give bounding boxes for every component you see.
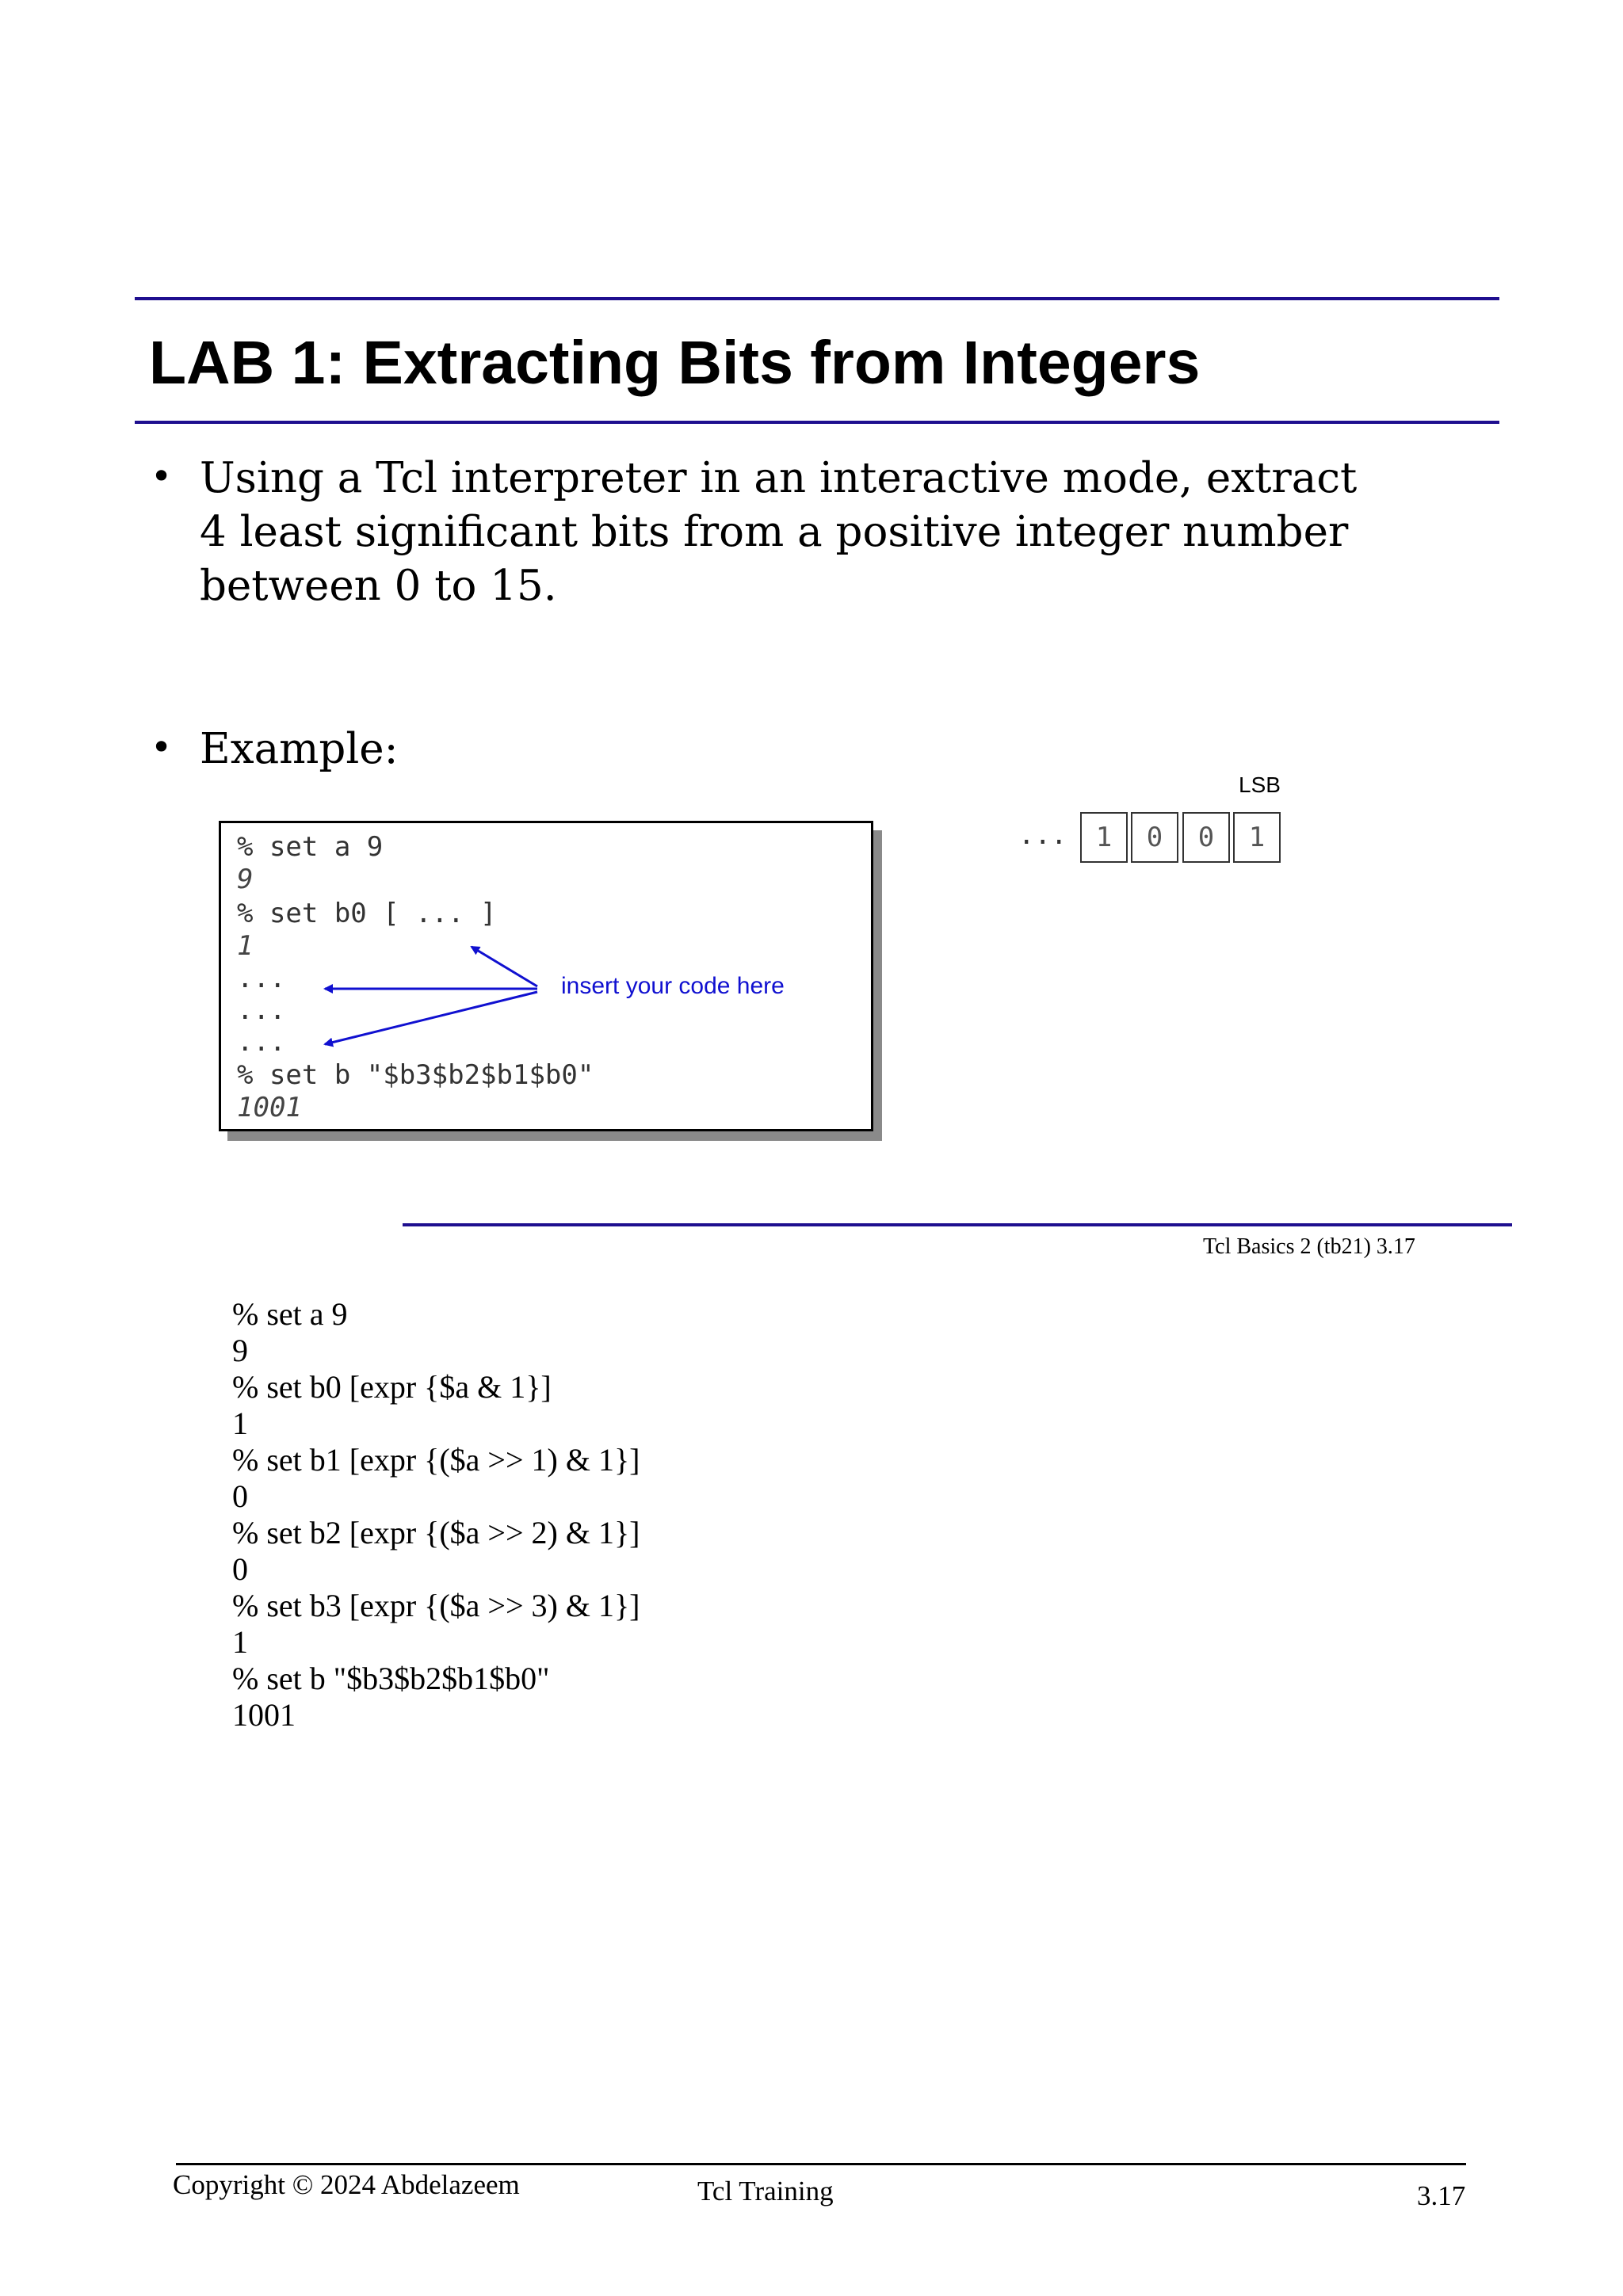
code-line: ... <box>237 994 286 1026</box>
bullet-text: Using a Tcl interpreter in an interactive mode, extract 4 least significant bits from a positive integer number between 0 to 15. <box>200 454 1358 610</box>
slide-footer-label: Tcl Basics 2 (tb21) 3.17 <box>1203 1234 1415 1259</box>
note-line: 0 <box>232 1478 248 1514</box>
code-line: ... <box>237 963 286 994</box>
code-line: % set b0 [ ... ] <box>237 898 497 929</box>
note-line: % set b1 [expr {($a >> 1) & 1}] <box>232 1442 640 1478</box>
lsb-label: LSB <box>1239 772 1281 797</box>
footer-copyright: Copyright © 2024 Abdelazeem <box>173 2169 520 2200</box>
arrow-to-line-7 <box>325 992 537 1044</box>
code-line: 1 <box>237 930 254 962</box>
code-line: 1001 <box>237 1092 302 1123</box>
note-line: 1 <box>232 1624 248 1660</box>
footer-page-number: 3.17 <box>1417 2180 1466 2211</box>
bullet-marker: • <box>151 726 173 769</box>
footer-divider <box>176 2163 1466 2165</box>
bit-cell: 1 <box>1080 812 1128 863</box>
bit-cell: 1 <box>1233 812 1281 863</box>
note-line: 9 <box>232 1333 248 1368</box>
bullet-text: Example: <box>200 725 399 773</box>
bullet-marker: • <box>151 455 173 498</box>
bit-cell: 0 <box>1131 812 1178 863</box>
arrow-to-b0 <box>472 947 537 986</box>
bit-cell: 0 <box>1182 812 1230 863</box>
code-line: % set a 9 <box>237 831 384 863</box>
footer-course-title: Tcl Training <box>697 2176 834 2206</box>
notes-solution <box>232 1296 640 1733</box>
code-line: % set b "$b3$b2$b1$b0" <box>237 1059 594 1091</box>
note-line: % set b0 [expr {$a & 1}] <box>232 1369 552 1405</box>
note-line: 0 <box>232 1551 248 1587</box>
slide-title: LAB 1: Extracting Bits from Integers <box>149 329 1201 397</box>
code-line: ... <box>237 1026 286 1058</box>
note-line: 1 <box>232 1405 248 1441</box>
code-line: 9 <box>237 864 254 895</box>
bits-ellipsis: ... <box>1018 819 1067 851</box>
note-line: % set b2 [expr {($a >> 2) & 1}] <box>232 1515 640 1550</box>
slide-bottom-divider <box>403 1223 1512 1226</box>
note-line: % set b "$b3$b2$b1$b0" <box>232 1661 550 1696</box>
annotation-label: insert your code here <box>561 973 785 999</box>
note-line: 1001 <box>232 1697 296 1733</box>
note-line: % set b3 [expr {($a >> 3) & 1}] <box>232 1588 640 1623</box>
note-line: % set a 9 <box>232 1296 348 1332</box>
